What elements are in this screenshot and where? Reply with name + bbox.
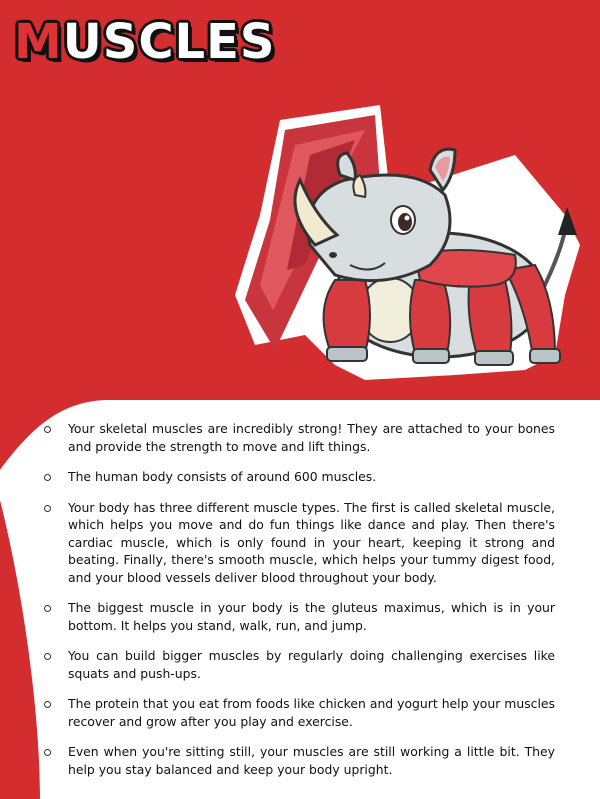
circle-bullet-icon bbox=[44, 749, 51, 756]
fact-text: The biggest muscle in your body is the gluteus maximus, which is in your bottom. It helps you stand, walk, run, and jump. bbox=[68, 600, 555, 633]
title-first-letter: M bbox=[14, 14, 63, 70]
fact-text: The human body consists of around 600 muscles. bbox=[68, 469, 377, 484]
circle-bullet-icon bbox=[44, 505, 51, 512]
fact-text: Even when you're sitting still, your muscles are still working a little bit. They help you stay balanced and keep your body upright. bbox=[68, 744, 555, 777]
fact-text: The protein that you eat from foods like chicken and yogurt help your muscles recover and grow after you play and exercise. bbox=[68, 696, 555, 729]
rhino-muscles-illustration bbox=[215, 95, 595, 395]
fact-item bbox=[40, 743, 555, 778]
circle-bullet-icon bbox=[44, 605, 51, 612]
circle-bullet-icon bbox=[44, 701, 51, 708]
facts-list bbox=[40, 420, 555, 778]
fact-item bbox=[40, 420, 555, 455]
fact-item bbox=[40, 695, 555, 730]
facts-card bbox=[40, 420, 555, 791]
fact-item bbox=[40, 499, 555, 587]
circle-bullet-icon bbox=[44, 426, 51, 433]
circle-bullet-icon bbox=[44, 474, 51, 481]
circle-bullet-icon bbox=[44, 653, 51, 660]
fact-text: You can build bigger muscles by regularly doing challenging exercises like squats and push-ups. bbox=[68, 648, 555, 681]
fact-item bbox=[40, 599, 555, 634]
fact-text: Your skeletal muscles are incredibly strong! They are attached to your bones and provide the strength to move and lift things. bbox=[68, 421, 555, 454]
fact-item bbox=[40, 468, 555, 486]
page-title bbox=[14, 14, 276, 70]
title-rest: USCLES bbox=[62, 14, 276, 70]
fact-item bbox=[40, 647, 555, 682]
fact-text: Your body has three different muscle types. The first is called skeletal muscle, which helps you move and do fun things like dance and play. Then there's cardiac muscle, which is only found in your heart, keeping it strong and beating. Finally, there's smooth muscle, which helps your tummy digest food, and your blood vessels deliver blood throughout your body. bbox=[68, 499, 555, 585]
